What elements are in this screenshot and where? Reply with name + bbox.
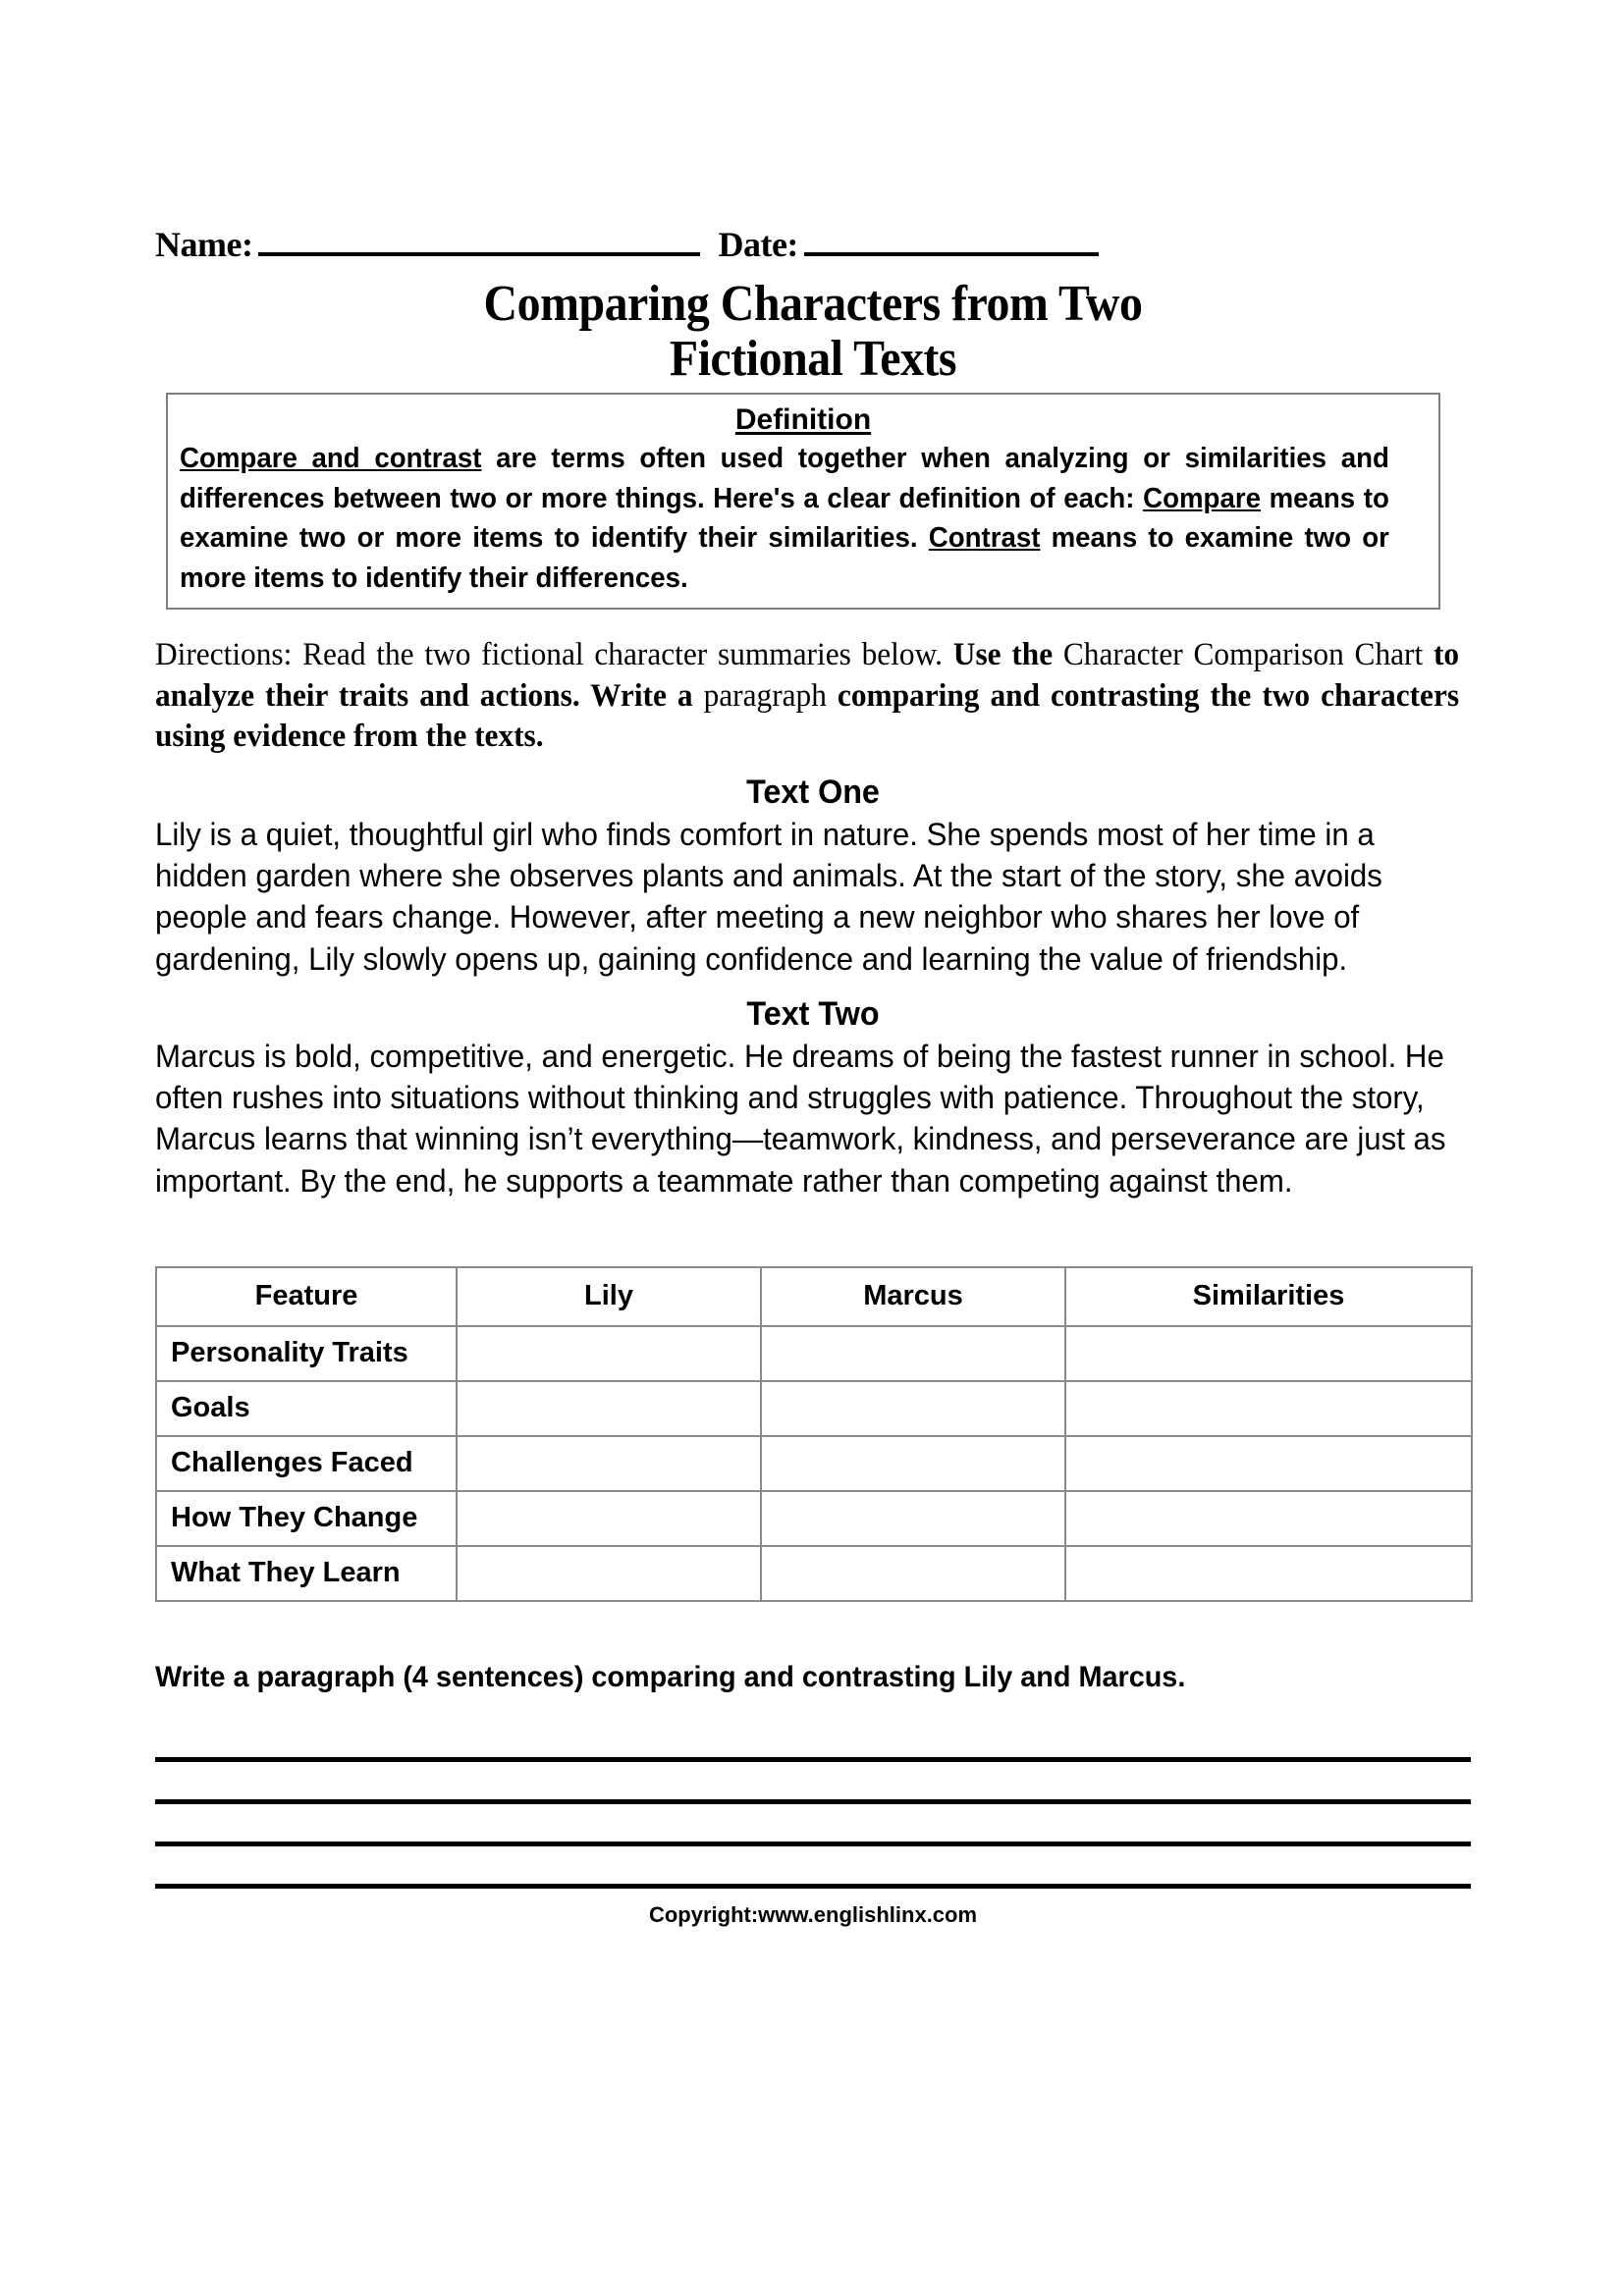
answer-line[interactable]: [155, 1720, 1471, 1762]
cell-marcus-goals[interactable]: [761, 1381, 1065, 1436]
definition-term-compare: Compare: [1143, 482, 1261, 514]
text-one-heading: Text One: [746, 773, 880, 811]
cell-marcus-how-they-change[interactable]: [761, 1491, 1065, 1546]
cell-similarities-personality-traits[interactable]: [1065, 1326, 1472, 1381]
column-header-lily: Lily: [457, 1267, 761, 1326]
definition-term-contrast: Contrast: [928, 522, 1041, 555]
page-title: [208, 277, 1419, 387]
answer-line[interactable]: [155, 1804, 1471, 1846]
page-title-line-2: Fictional Texts: [669, 331, 957, 388]
text-two-heading: Text Two: [746, 994, 880, 1033]
cell-lily-what-they-learn[interactable]: [457, 1546, 761, 1601]
row-label-how-they-change: How They Change: [156, 1491, 457, 1546]
cell-lily-goals[interactable]: [457, 1381, 761, 1436]
directions-segment-4: to analyze their traits and actions. Write a: [155, 637, 1460, 714]
column-header-similarities: Similarities: [1065, 1267, 1472, 1326]
text-two-body: Marcus is bold, competitive, and energetic. He dreams of being the fastest runner in school. He often rushes into situations without thinking and struggles with patience. Throughout the story, Marcus learns that winning isn’t everything—teamwork, kindness, and perseverance are just as important. By the end, he supports a teammate rather than competing against them.: [155, 1038, 1446, 1199]
row-label-goals: Goals: [156, 1381, 457, 1436]
cell-similarities-goals[interactable]: [1065, 1381, 1472, 1436]
table-row: [156, 1546, 1472, 1601]
table-row: [156, 1436, 1472, 1491]
definition-sentence-2: means to examine two or more items to identify their similarities.: [180, 482, 1389, 555]
definition-term-compare-and-contrast: Compare and contrast: [180, 443, 482, 475]
definition-box: [166, 393, 1440, 610]
write-paragraph-prompt: Write a paragraph (4 sentences) comparing and contrasting Lily and Marcus.: [155, 1660, 1186, 1693]
worksheet-content: [155, 0, 1471, 1928]
answer-lines: [155, 1720, 1471, 1889]
directions-segment-5: paragraph: [692, 677, 838, 714]
answer-line[interactable]: [155, 1846, 1471, 1889]
cell-marcus-what-they-learn[interactable]: [761, 1546, 1065, 1601]
text-one-body: Lily is a quiet, thoughtful girl who finds comfort in nature. She spends most of her time in a hidden garden where she observes plants and animals. At the start of the story, she avoids people and fears change. However, after meeting a new neighbor who shares her love of gardening, Lily slowly opens up, gaining confidence and learning the value of friendship.: [155, 816, 1382, 977]
copyright-footer: Copyright:www.englishlinx.com: [648, 1901, 978, 1927]
row-label-personality-traits: Personality Traits: [156, 1326, 457, 1381]
character-comparison-chart: [155, 1266, 1471, 1602]
directions-segment-6: comparing and contrasting the two characters using evidence from the texts.: [155, 677, 1460, 755]
cell-similarities-challenges-faced[interactable]: [1065, 1436, 1472, 1491]
cell-similarities-what-they-learn[interactable]: [1065, 1546, 1472, 1601]
directions-segment-3: Character Comparison Chart: [1053, 637, 1434, 673]
page-title-line-1: Comparing Characters from Two: [483, 276, 1143, 332]
column-header-feature: Feature: [156, 1267, 457, 1326]
table-row: [156, 1491, 1472, 1546]
date-input-line[interactable]: [804, 227, 1099, 256]
name-input-line[interactable]: [258, 227, 700, 256]
cell-lily-personality-traits[interactable]: [457, 1326, 761, 1381]
definition-heading: Definition: [734, 403, 872, 437]
definition-body: [180, 439, 1389, 598]
date-label: Date:: [718, 225, 798, 264]
answer-line[interactable]: [155, 1762, 1471, 1804]
row-label-challenges-faced: Challenges Faced: [156, 1436, 457, 1491]
row-label-what-they-learn: What They Learn: [156, 1546, 457, 1601]
cell-lily-challenges-faced[interactable]: [457, 1436, 761, 1491]
directions-paragraph: [155, 635, 1459, 758]
name-label: Name:: [155, 225, 253, 264]
column-header-marcus: Marcus: [761, 1267, 1065, 1326]
table-header-row: [156, 1267, 1472, 1326]
cell-lily-how-they-change[interactable]: [457, 1491, 761, 1546]
definition-sentence-1: are terms often used together when analyzing or similarities and differences between two or more things. Here's a clear definition of each:: [180, 443, 1389, 514]
comparison-table: [155, 1266, 1473, 1602]
name-date-header: [155, 224, 1471, 265]
definition-sentence-3: means to examine two or more items to identify their differences.: [180, 522, 1389, 594]
directions-segment-1: Directions: Read the two fictional character summaries below.: [155, 637, 953, 673]
table-row: [156, 1381, 1472, 1436]
cell-marcus-challenges-faced[interactable]: [761, 1436, 1065, 1491]
directions-segment-2: Use the: [952, 637, 1054, 673]
table-row: [156, 1326, 1472, 1381]
cell-similarities-how-they-change[interactable]: [1065, 1491, 1472, 1546]
cell-marcus-personality-traits[interactable]: [761, 1326, 1065, 1381]
